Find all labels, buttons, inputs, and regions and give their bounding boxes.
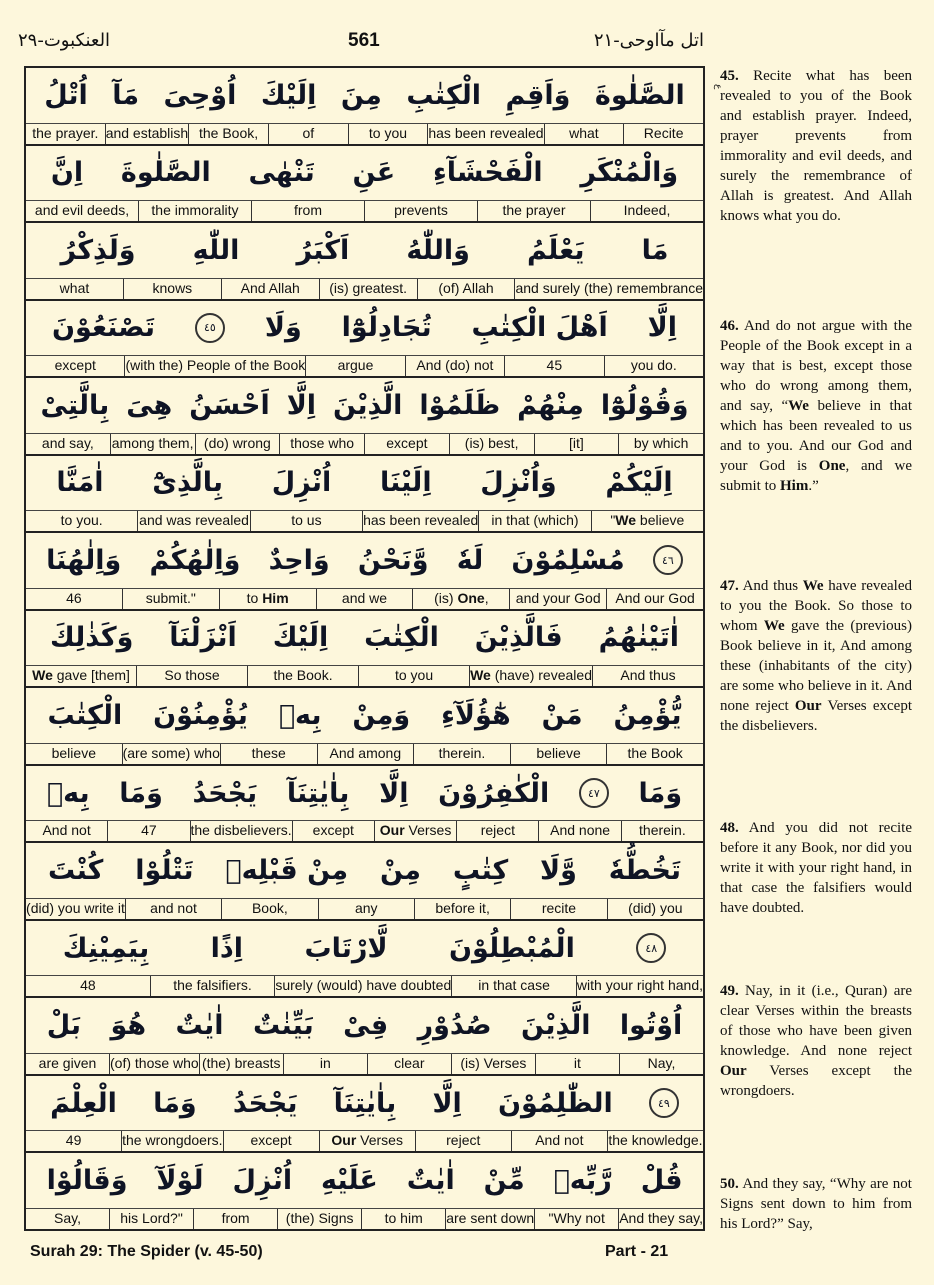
arabic-word: تَنْهٰى (248, 157, 315, 189)
gloss-cell: And none (538, 821, 620, 841)
arabic-word: رَّبِّهٖ (553, 1165, 612, 1197)
arabic-word: وَاِلٰهُنَا (46, 544, 122, 576)
gloss-cell: 47 (107, 821, 189, 841)
english-gloss-line (26, 1053, 703, 1074)
gloss-cell: the falsifiers. (150, 976, 275, 996)
verse-row (26, 1076, 703, 1154)
arabic-word: الَّذِيْنَ (521, 1010, 591, 1042)
gloss-cell: And our God (606, 589, 703, 609)
arabic-word: قُلْ (640, 1165, 683, 1197)
gloss-cell: are given (38, 1054, 97, 1071)
arabic-word: اُنْزِلَ (232, 1165, 293, 1197)
gloss-cell: (is) best, (449, 434, 534, 454)
arabic-word: يَجْحَدُ (232, 1087, 298, 1119)
gloss-cell: And (do) not (405, 356, 504, 376)
arabic-line (26, 1076, 703, 1131)
arabic-word: تَخُطُّهٗ (608, 855, 682, 887)
arabic-word: مِّنْ (483, 1165, 525, 1197)
arabic-word: مَآ (112, 79, 140, 111)
arabic-word: وَمَا (638, 777, 683, 809)
arabic-word: اِنَّ (50, 157, 84, 189)
gloss-cell: before it, (414, 899, 510, 919)
arabic-word: اَكْبَرُ (296, 234, 350, 266)
gloss-cell: the Book (606, 744, 703, 764)
gloss-cell: Our Verses (374, 821, 456, 841)
arabic-word: وَكَذٰلِكَ (50, 622, 134, 654)
arabic-word: بِهٖ (278, 700, 322, 732)
gloss-cell: And thus (592, 666, 703, 686)
gloss-cell: (is) One, (412, 589, 509, 609)
gloss-cell: Recite (623, 124, 703, 144)
arabic-word: الْفَحْشَآءِ (432, 157, 543, 189)
gloss-cell: those who (279, 434, 364, 454)
verse-number: 48. (720, 820, 739, 836)
arabic-line (26, 611, 703, 666)
arabic-word: تَتْلُوْا (135, 855, 194, 887)
gloss-cell: (the) breasts (199, 1054, 283, 1074)
arabic-word: وَاِلٰهُكُمْ (149, 544, 241, 576)
word-by-word-grid (24, 66, 705, 1231)
gloss-cell: "We believe (591, 511, 703, 531)
gloss-cell: (of) Allah (417, 279, 515, 299)
gloss-cell: Book, (221, 899, 317, 919)
gloss-cell: what (544, 124, 624, 144)
juz-name-arabic: اتل مآاوحی-٢١ (593, 30, 704, 51)
gloss-cell: Indeed, (590, 201, 703, 221)
arabic-word: وَمِنْ (352, 700, 411, 732)
gloss-cell: to you (358, 666, 469, 686)
verse-number: 45. (720, 68, 739, 84)
verse-row (26, 223, 703, 301)
gloss-cell: reject (456, 821, 538, 841)
ayah-number-marker: ٤٥ (195, 313, 225, 343)
arabic-word: لَوْلَآ (156, 1165, 204, 1197)
arabic-word: بِهٖ (46, 777, 90, 809)
gloss-cell: therein. (621, 821, 703, 841)
gloss-cell: reject (415, 1131, 511, 1151)
verse-number: 49. (720, 983, 739, 999)
english-gloss-line (26, 278, 703, 299)
gloss-cell: 46 (66, 589, 82, 606)
gloss-cell: And not (511, 1131, 607, 1151)
gloss-cell: And not (42, 822, 91, 839)
english-gloss-line (26, 665, 703, 686)
arabic-word: وَلَذِكْرُ (60, 234, 136, 266)
arabic-word: يَعْلَمُ (526, 234, 585, 266)
arabic-word: الظّٰلِمُوْنَ (497, 1087, 613, 1119)
gloss-cell: (of) those who (109, 1054, 199, 1074)
gloss-cell: from (251, 201, 364, 221)
verse-row (26, 301, 703, 379)
verse-number: 47. (720, 578, 739, 594)
gloss-cell: the wrongdoers. (121, 1131, 222, 1151)
arabic-word: اِلَيْنَا (380, 467, 432, 499)
arabic-word: اُوْحِىَ (163, 79, 237, 111)
gloss-cell: to Him (219, 589, 316, 609)
gloss-cell: the knowledge. (607, 1131, 703, 1151)
gloss-cell: (did) you (607, 899, 703, 919)
arabic-word: صُدُوْرِ (417, 1010, 492, 1042)
arabic-word: اِلَيْكُمْ (605, 467, 673, 499)
arabic-word: اُتْلُ (44, 79, 88, 111)
arabic-line (26, 456, 703, 511)
arabic-word: مِنَ (340, 79, 382, 111)
gloss-cell: except (54, 357, 96, 374)
gloss-cell: by which (618, 434, 703, 454)
gloss-cell: prevents (364, 201, 477, 221)
gloss-cell: therein. (413, 744, 510, 764)
gloss-cell: of (268, 124, 348, 144)
gloss-cell: submit." (122, 589, 219, 609)
arabic-word: اَحْسَنُ (189, 389, 270, 421)
translation-paragraph (720, 981, 912, 1101)
gloss-cell: in that case (451, 976, 576, 996)
arabic-word: تُجَادِلُوْٓا (341, 312, 432, 344)
arabic-word: يَجْحَدُ (192, 777, 258, 809)
arabic-word: اِلَيْكَ (272, 622, 329, 654)
gloss-cell: except (364, 434, 449, 454)
verse-row (26, 378, 703, 456)
verse-row (26, 611, 703, 689)
arabic-word: بِاٰيٰتِنَآ (333, 1087, 397, 1119)
gloss-cell: Our Verses (319, 1131, 415, 1151)
gloss-cell: the Book, (188, 124, 268, 144)
arabic-word: بِيَمِيْنِكَ (62, 932, 150, 964)
arabic-word: الْعِلْمَ (50, 1087, 117, 1119)
arabic-word: الْكِتٰبِ (406, 79, 482, 111)
arabic-word: اٰيٰتٌ (175, 1010, 224, 1042)
translation-paragraph (720, 576, 912, 736)
arabic-line (26, 378, 703, 433)
gloss-cell: 48 (80, 977, 96, 994)
translation-text: And they say, “Why are not Signs sent down to him from his Lord?” Say, (720, 1176, 912, 1232)
arabic-word: اللّٰهِ (192, 234, 240, 266)
arabic-line (26, 533, 703, 588)
arabic-line (26, 998, 703, 1053)
arabic-word: ظَلَمُوْا (419, 389, 501, 421)
english-gloss-line (26, 355, 703, 376)
gloss-cell: (is) Verses (451, 1054, 535, 1074)
gloss-cell: his Lord?" (109, 1209, 193, 1229)
arabic-word: اُوْتُوا (619, 1010, 683, 1042)
verse-number: 46. (720, 318, 739, 334)
english-gloss-line (26, 588, 703, 609)
gloss-cell: and your God (509, 589, 606, 609)
gloss-cell: and we (316, 589, 413, 609)
arabic-word: وَقُوْلُوْٓا (600, 389, 689, 421)
translation-text: And thus We have revealed to you the Book. So those to whom We gave the (previous) Book believe in it, And among these (inhabitants of the city) are some who believe in it. And none reject Our Verses except the disbelievers. (720, 578, 912, 734)
gloss-cell: [it] (534, 434, 619, 454)
arabic-word: الصَّلٰوةَ (594, 79, 685, 111)
arabic-word: وَاُنْزِلَ (480, 467, 557, 499)
gloss-cell: these (220, 744, 317, 764)
arabic-word: اَنْزَلْنَآ (169, 622, 237, 654)
arabic-word: الْكِتٰبَ (47, 700, 123, 732)
arabic-word: اٰتَيْنٰهُمُ (598, 622, 680, 654)
arabic-word: كِتٰبٍ (452, 855, 509, 887)
arabic-word: اِلَّا (647, 312, 678, 344)
arabic-word: الصَّلٰوةَ (120, 157, 211, 189)
english-gloss-line (26, 898, 703, 919)
verse-row (26, 1153, 703, 1229)
arabic-word: بِاٰيٰتِنَآ (286, 777, 350, 809)
arabic-word: بِالَّتِىْ (40, 389, 110, 421)
arabic-line (26, 688, 703, 743)
english-gloss-line (26, 510, 703, 531)
arabic-line (26, 1153, 703, 1208)
gloss-cell: And among (317, 744, 414, 764)
gloss-cell: (the) Signs (277, 1209, 361, 1229)
verse-row (26, 688, 703, 766)
verse-row (26, 533, 703, 611)
gloss-cell: the Book. (247, 666, 358, 686)
arabic-word: هِىَ (126, 389, 173, 421)
translation-text: And you did not recite before it any Book, nor did you write it with your right hand, in that case the falsifiers would have doubted. (720, 820, 912, 916)
arabic-line (26, 843, 703, 898)
arabic-word: وَّنَحْنُ (357, 544, 429, 576)
english-gloss-line (26, 975, 703, 996)
gloss-cell: to you. (60, 512, 103, 529)
verse-row (26, 766, 703, 844)
arabic-word: تَصْنَعُوْنَ (51, 312, 155, 344)
gloss-cell: and say, (41, 434, 94, 451)
gloss-cell: and surely (the) remembrance (514, 279, 703, 299)
gloss-cell: knows (123, 279, 221, 299)
arabic-word: بَيِّنٰتٌ (252, 1010, 314, 1042)
gloss-cell: the immorality (138, 201, 251, 221)
arabic-word: الْكِتٰبَ (364, 622, 439, 654)
verse-row (26, 843, 703, 921)
gloss-cell: in that (which) (478, 511, 590, 531)
arabic-line (26, 146, 703, 201)
english-gloss-line (26, 1130, 703, 1151)
ayah-number-marker: ٤٧ (579, 778, 609, 808)
arabic-word: مُسْلِمُوْنَ (511, 544, 625, 576)
gloss-cell: the prayer (477, 201, 590, 221)
ayah-number-marker: ٤٦ (653, 545, 683, 575)
gloss-cell: recite (510, 899, 606, 919)
arabic-line (26, 766, 703, 821)
gloss-cell: and was revealed (137, 511, 249, 531)
gloss-cell: Nay, (619, 1054, 703, 1074)
arabic-word: كُنْتَ (48, 855, 104, 887)
gloss-cell: and evil deeds, (34, 202, 130, 219)
verse-row (26, 146, 703, 224)
ayah-number-marker: ٤٨ (636, 933, 666, 963)
arabic-word: فَالَّذِيْنَ (474, 622, 563, 654)
gloss-cell: (with the) People of the Book (124, 356, 305, 376)
translation-text: Nay, in it (i.e., Quran) are clear Verses within the breasts of those who have been given knowledge. And none reject Our Verses except the wrongdoers. (720, 983, 913, 1099)
ayah-number-marker: ٤٩ (649, 1088, 679, 1118)
gloss-cell: are sent down (445, 1209, 534, 1229)
arabic-word: وَاللّٰهُ (406, 234, 470, 266)
arabic-word: الْمُبْطِلُوْنَ (449, 932, 575, 964)
gloss-cell: you do. (604, 356, 703, 376)
verse-row (26, 68, 703, 146)
translation-paragraph (720, 1174, 912, 1234)
gloss-cell: and not (125, 899, 221, 919)
translation-text: And do not argue with the People of the Book except in a way that is best, except those who do wrong among them, and say, “We believe in that which has been revealed to us and to you. And our God and your God is One, and we submit to Him.” (720, 318, 912, 494)
verse-row (26, 921, 703, 999)
gloss-cell: any (318, 899, 414, 919)
arabic-word: هُوَ (110, 1010, 147, 1042)
arabic-word: اِلَّا (379, 777, 409, 809)
gloss-cell: (is) greatest. (319, 279, 417, 299)
gloss-cell: except (292, 821, 374, 841)
gloss-cell: surely (would) have doubted (274, 976, 451, 996)
gloss-cell: (do) wrong (195, 434, 280, 454)
arabic-word: عَلَيْهِ (321, 1165, 378, 1197)
arabic-word: اِلَيْكَ (260, 79, 317, 111)
arabic-word: اِذًا (210, 932, 244, 964)
arabic-word: مِنْهُمْ (517, 389, 584, 421)
gloss-cell: to him (361, 1209, 445, 1229)
gloss-cell: what (59, 279, 90, 296)
english-gloss-line (26, 743, 703, 764)
arabic-word: يُؤْمِنُوْنَ (153, 700, 248, 732)
translation-text: Recite what has been revealed to you of the Book and establish prayer. Indeed, prayer prevents from immorality and evil deeds, and surely the remembrance of Allah is greatest. And Allah knows what you do. (720, 68, 913, 224)
page-number: 561 (348, 30, 380, 51)
gloss-cell: the prayer. (32, 124, 99, 141)
footer-part: Part - 21 (605, 1243, 669, 1260)
arabic-word: اٰمَنَّا (56, 467, 104, 499)
arabic-word: وَّلَا (540, 855, 577, 887)
verse-row (26, 456, 703, 534)
english-gloss-line (26, 1208, 703, 1229)
gloss-cell: Say, (54, 1209, 81, 1226)
arabic-word: الَّذِيْنَ (333, 389, 403, 421)
arabic-word: وَلَا (264, 312, 302, 344)
arabic-word: وَمَا (153, 1087, 197, 1119)
arabic-word: مِنْ قَبْلِهٖ (225, 855, 349, 887)
english-gloss-line (26, 123, 703, 144)
gloss-cell: among them, (110, 434, 195, 454)
gloss-cell: and establish (105, 124, 189, 144)
arabic-word: مِنْ (380, 855, 422, 887)
arabic-line (26, 921, 703, 976)
arabic-word: فِىْ (343, 1010, 389, 1042)
arabic-word: لَهٗ (456, 544, 484, 576)
translation-paragraph (720, 818, 912, 918)
gloss-cell: clear (367, 1054, 451, 1074)
verse-row (26, 998, 703, 1076)
gloss-cell: has been revealed (427, 124, 543, 144)
gloss-cell: except (223, 1131, 319, 1151)
gloss-cell: We (have) revealed (469, 666, 592, 686)
verse-number: 50. (720, 1176, 739, 1192)
gloss-cell: 49 (65, 1132, 82, 1149)
arabic-word: مَا (641, 234, 669, 266)
gloss-cell: it (535, 1054, 619, 1074)
arabic-line (26, 223, 703, 278)
gloss-cell: believe (510, 744, 607, 764)
footer-surah-title: Surah 29: The Spider (v. 45-50) (30, 1243, 263, 1260)
gloss-cell: to us (250, 511, 362, 531)
arabic-word: عَنِ (352, 157, 396, 189)
arabic-word: وَقَالُوْا (46, 1165, 128, 1197)
arabic-word: اِلَّا (432, 1087, 462, 1119)
english-gloss-line (26, 820, 703, 841)
arabic-word: مَنْ (541, 700, 583, 732)
surah-name-arabic: العنكبوت-٢٩ (18, 30, 111, 51)
arabic-word: وَمَا (119, 777, 163, 809)
arabic-word: هٰٓؤُلَآءِ (441, 700, 511, 732)
gloss-cell: believe (51, 744, 96, 761)
gloss-cell: has been revealed (362, 511, 478, 531)
arabic-word: لَّارْتَابَ (304, 932, 388, 964)
arabic-line (26, 68, 703, 123)
gloss-cell: And they say, (618, 1209, 703, 1229)
arabic-word: وَاحِدٌ (268, 544, 330, 576)
gloss-cell: to you (348, 124, 428, 144)
gloss-cell: argue (305, 356, 404, 376)
translation-paragraph (720, 66, 912, 226)
arabic-line (26, 301, 703, 356)
arabic-word: وَاَقِمِ (505, 79, 571, 111)
arabic-word: يُّؤْمِنُ (613, 700, 682, 732)
gloss-cell: "Why not (534, 1209, 618, 1229)
arabic-word: اُنْزِلَ (271, 467, 332, 499)
arabic-word: بَلْ (46, 1010, 81, 1042)
gloss-cell: from (193, 1209, 277, 1229)
english-gloss-line (26, 433, 703, 454)
ruku-marker: ع (713, 84, 723, 90)
english-gloss-line (26, 200, 703, 221)
arabic-word: اِلَّا (286, 389, 317, 421)
gloss-cell: We gave [them] (32, 667, 130, 684)
gloss-cell: So those (136, 666, 247, 686)
gloss-cell: in (283, 1054, 367, 1074)
gloss-cell: 45 (504, 356, 603, 376)
gloss-cell: (are some) who (122, 744, 220, 764)
gloss-cell: (did) you write it (26, 899, 125, 916)
gloss-cell: the disbelievers. (190, 821, 292, 841)
gloss-cell: with your right hand, (576, 976, 703, 996)
translation-paragraph (720, 316, 912, 496)
arabic-word: اٰيٰتٌ (406, 1165, 455, 1197)
gloss-cell: And Allah (221, 279, 319, 299)
arabic-word: اَهْلَ الْكِتٰبِ (471, 312, 608, 344)
arabic-word: وَالْمُنْكَرِ (580, 157, 679, 189)
arabic-word: الْكٰفِرُوْنَ (438, 777, 550, 809)
arabic-word: بِالَّذِىْٓ (152, 467, 223, 499)
